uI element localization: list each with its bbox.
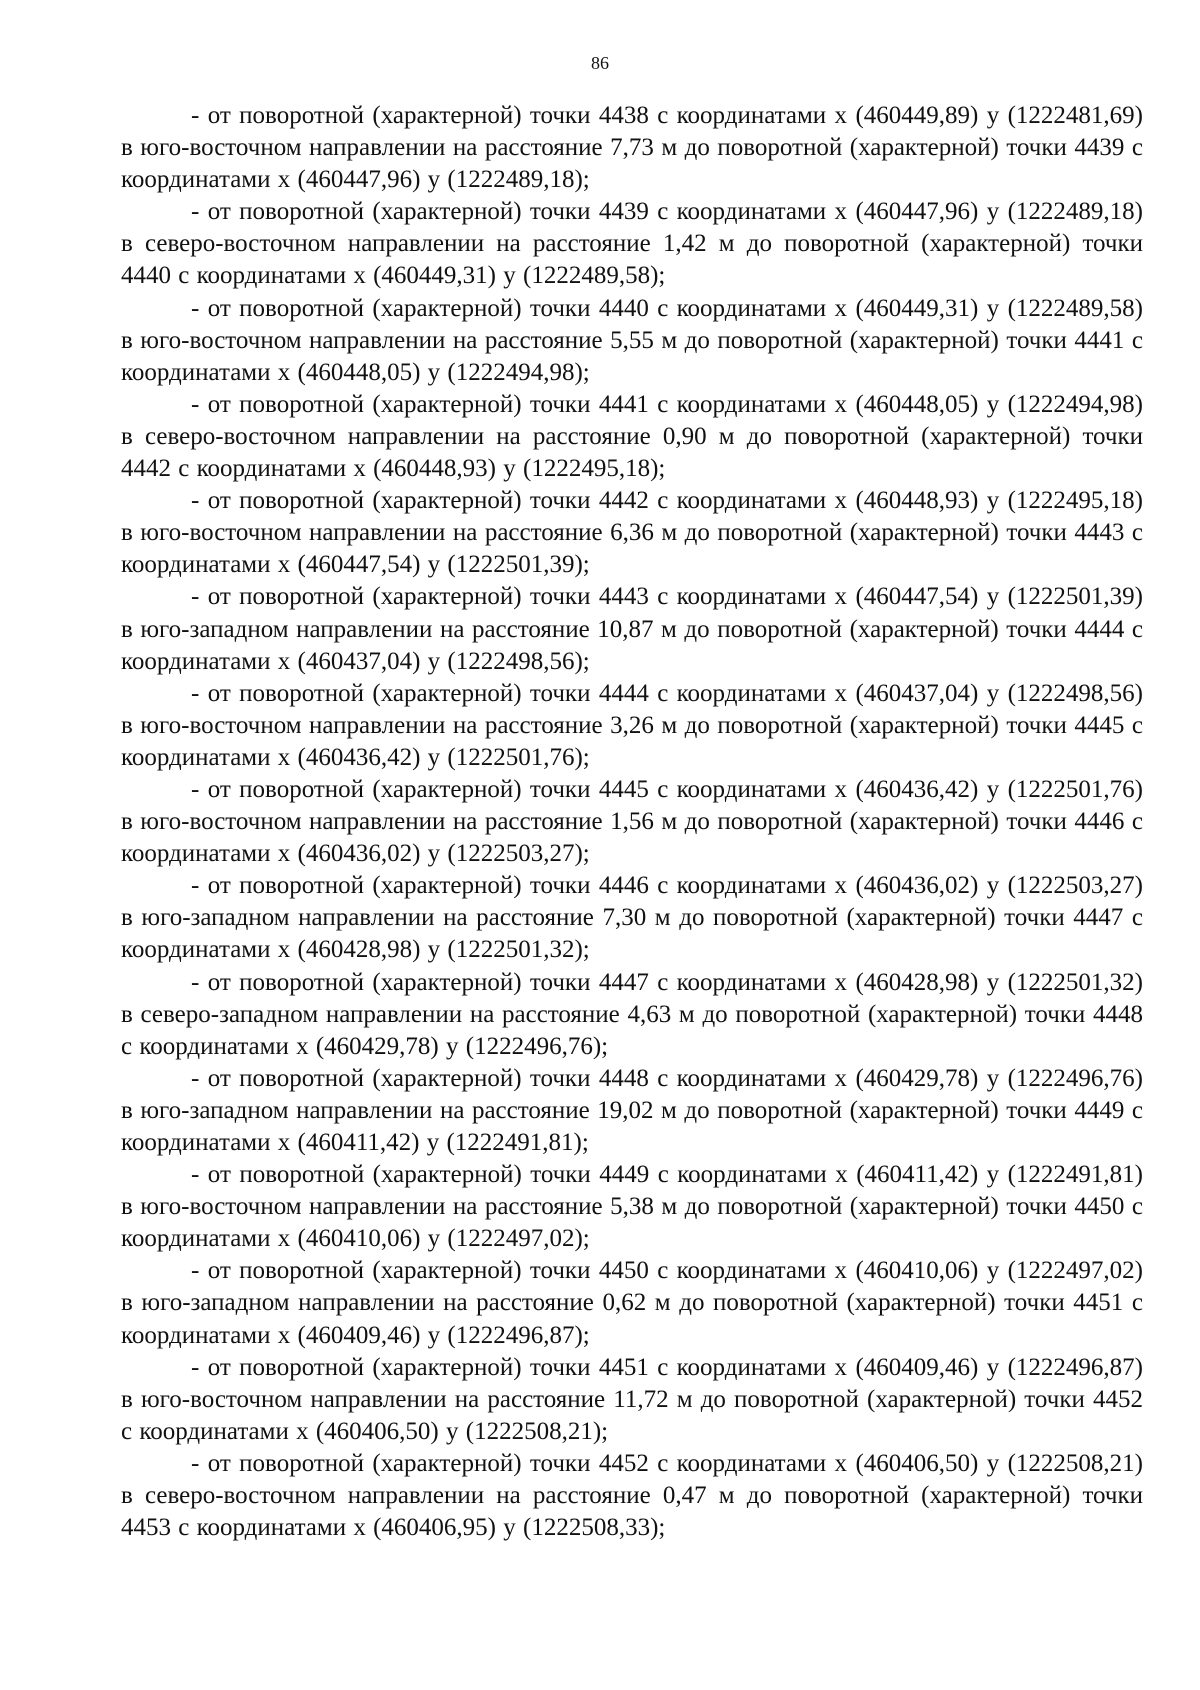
boundary-segment-paragraph: - от поворотной (характерной) точки 4441 с координатами x (460448,05) y (1222494,98) в северо-восточном направлении на расстояние 0,90 м до поворотной (характерной) точки 4442 с координатами x (460448,93) y (1222495,18); [121, 390, 1143, 483]
boundary-segment-paragraph: - от поворотной (характерной) точки 4445 с координатами x (460436,42) y (1222501,76) в юго-восточном направлении на расстояние 1,56 м до поворотной (характерной) точки 4446 с координатами x (460436,02) y (1222503,27); [121, 775, 1143, 868]
boundary-segment-paragraph: - от поворотной (характерной) точки 4452 с координатами x (460406,50) y (1222508,21) в северо-восточном направлении на расстояние 0,47 м до поворотной (характерной) точки 4453 с координатами x (460406,95) y (1222508,33); [121, 1449, 1143, 1542]
boundary-segment-paragraph: - от поворотной (характерной) точки 4439 с координатами x (460447,96) y (1222489,18) в северо-восточном направлении на расстояние 1,42 м до поворотной (характерной) точки 4440 с координатами x (460449,31) y (1222489,58); [121, 198, 1143, 290]
boundary-segment-paragraph: - от поворотной (характерной) точки 4450 с координатами x (460410,06) y (1222497,02) в юго-западном направлении на расстояние 0,62 м до поворотной (характерной) точки 4451 с координатами x (460409,46) y (1222496,87); [121, 1257, 1143, 1349]
boundary-segment-paragraph: - от поворотной (характерной) точки 4449 с координатами x (460411,42) y (1222491,81) в юго-восточном направлении на расстояние 5,38 м до поворотной (характерной) точки 4450 с координатами x (460410,06) y (1222497,02); [121, 1161, 1143, 1253]
boundary-segment-paragraph: - от поворотной (характерной) точки 4448 с координатами x (460429,78) y (1222496,76) в юго-западном направлении на расстояние 19,02 м до поворотной (характерной) точки 4449 с координатами x (460411,42) y (1222491,81); [121, 1064, 1143, 1156]
boundary-segment-paragraph: - от поворотной (характерной) точки 4443 с координатами x (460447,54) y (1222501,39) в юго-западном направлении на расстояние 10,87 м до поворотной (характерной) точки 4444 с координатами x (460437,04) y (1222498,56); [121, 583, 1143, 675]
boundary-segment-paragraph: - от поворотной (характерной) точки 4446 с координатами x (460436,02) y (1222503,27) в юго-западном направлении на расстояние 7,30 м до поворотной (характерной) точки 4447 с координатами x (460428,98) y (1222501,32); [121, 872, 1143, 964]
boundary-segment-paragraph: - от поворотной (характерной) точки 4451 с координатами x (460409,46) y (1222496,87) в юго-восточном направлении на расстояние 11,72 м до поворотной (характерной) точки 4452 с координатами x (460406,50) y (1222508,21); [121, 1353, 1143, 1445]
boundary-segment-paragraph: - от поворотной (характерной) точки 4438 с координатами x (460449,89) y (1222481,69) в юго-восточном направлении на расстояние 7,73 м до поворотной (характерной) точки 4439 с координатами x (460447,96) y (1222489,18); [121, 102, 1143, 194]
boundary-segment-paragraph: - от поворотной (характерной) точки 4444 с координатами x (460437,04) y (1222498,56) в юго-восточном направлении на расстояние 3,26 м до поворотной (характерной) точки 4445 с координатами x (460436,42) y (1222501,76); [121, 679, 1143, 771]
page-number: 86 [591, 53, 609, 73]
boundary-segment-paragraph: - от поворотной (характерной) точки 4442 с координатами x (460448,93) y (1222495,18) в юго-восточном направлении на расстояние 6,36 м до поворотной (характерной) точки 4443 с координатами x (460447,54) y (1222501,39); [121, 487, 1143, 579]
boundary-segment-paragraph: - от поворотной (характерной) точки 4447 с координатами x (460428,98) y (1222501,32) в северо-западном направлении на расстояние 4,63 м до поворотной (характерной) точки 4448 с координатами x (460429,78) y (1222496,76); [121, 968, 1143, 1060]
document-body [121, 100, 1143, 1544]
boundary-segment-paragraph: - от поворотной (характерной) точки 4440 с координатами x (460449,31) y (1222489,58) в юго-восточном направлении на расстояние 5,55 м до поворотной (характерной) точки 4441 с координатами x (460448,05) y (1222494,98); [121, 294, 1143, 386]
